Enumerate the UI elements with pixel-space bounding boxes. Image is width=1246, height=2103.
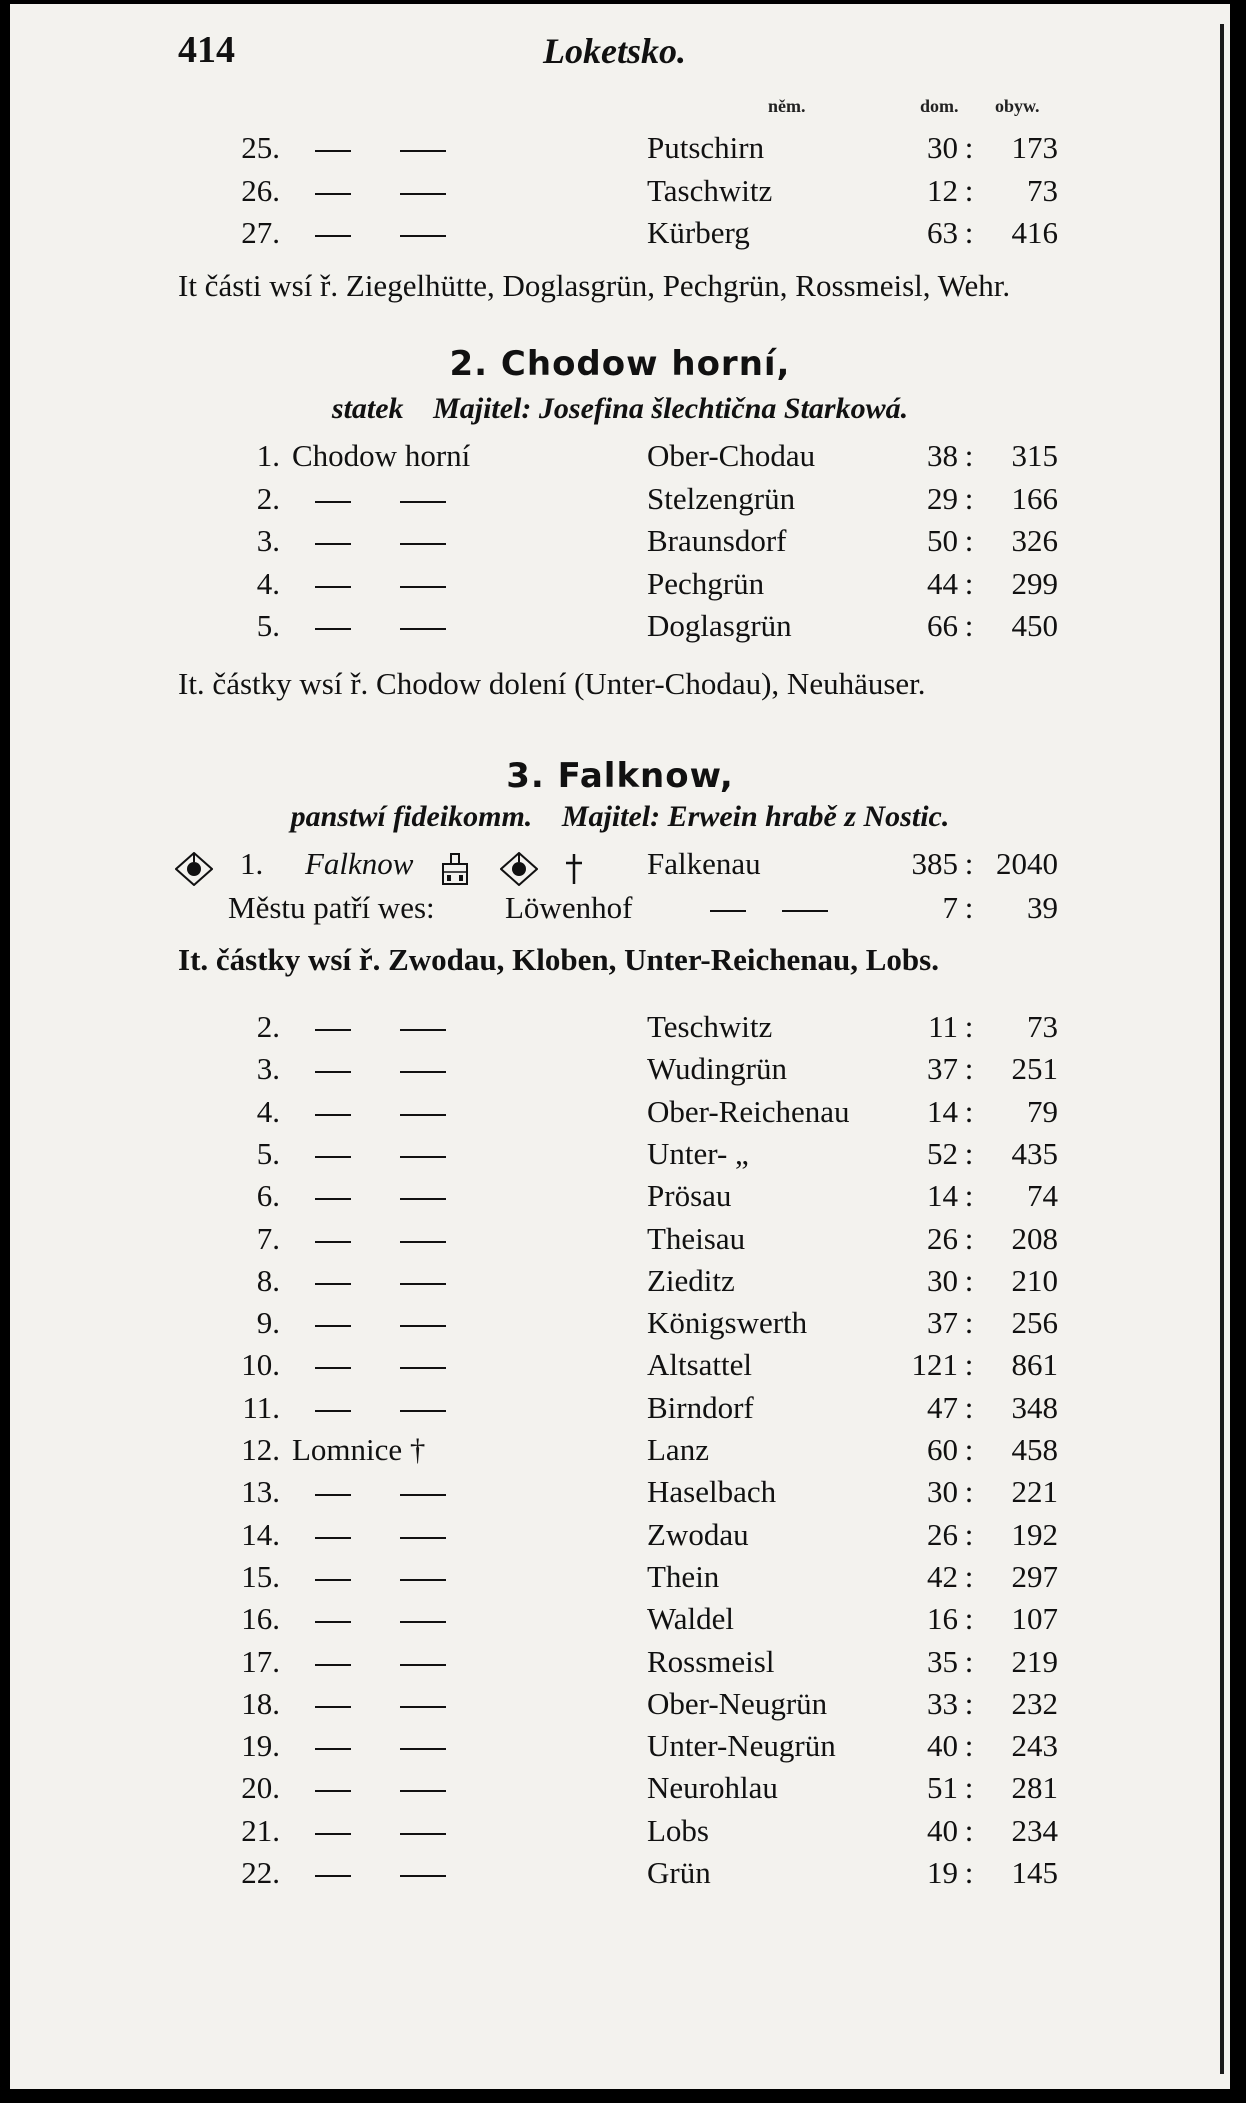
ditto-dash (400, 1537, 446, 1539)
house-count: 26 (927, 1220, 958, 1256)
separator: : (964, 1093, 974, 1129)
ditto-dash (400, 1029, 446, 1031)
ditto-dash (315, 501, 351, 503)
table-row (10, 481, 1230, 521)
ditto-dash (315, 1494, 351, 1496)
ditto-dash (315, 543, 351, 545)
ditto-dash (400, 1410, 446, 1412)
house-count: 66 (927, 608, 958, 643)
separator: : (964, 480, 974, 516)
ditto-dash (400, 1114, 446, 1116)
row-number: 5. (256, 608, 280, 643)
population-count: 281 (1011, 1770, 1058, 1806)
ditto-dash (400, 1325, 446, 1327)
ditto-dash (400, 1664, 446, 1666)
separator: : (964, 846, 974, 881)
population-count: 192 (1011, 1516, 1058, 1552)
house-count: 50 (927, 523, 958, 558)
german-name: Stelzengrün (647, 480, 796, 516)
population-count: 2040 (996, 846, 1058, 881)
separator: : (964, 1812, 974, 1848)
note-paragraph-1: It části wsí ř. Ziegelhütte, Doglasgrün, Pechgrün, Rossmeisl, Wehr. (178, 268, 1011, 303)
ditto-dash (400, 1283, 446, 1285)
house-count: 51 (927, 1770, 958, 1806)
row-number: 14. (241, 1516, 280, 1552)
ditto-dash (315, 1790, 351, 1792)
house-count: 121 (911, 1347, 958, 1383)
population-count: 348 (1011, 1389, 1058, 1425)
book-page (10, 4, 1230, 2089)
row-number: 22. (241, 1855, 280, 1890)
house-count: 14 (927, 1178, 958, 1214)
page-number: 414 (178, 29, 235, 71)
ditto-dash (315, 1621, 351, 1623)
czech-name: Chodow horní (292, 438, 471, 473)
ditto-dash (400, 150, 446, 152)
population-count: 234 (1011, 1812, 1058, 1848)
house-count: 42 (927, 1558, 958, 1594)
table-row (10, 1178, 1230, 1218)
separator: : (964, 608, 974, 643)
german-name: Rossmeisl (647, 1643, 775, 1679)
population-count: 73 (1027, 1009, 1058, 1044)
house-count: 7 (942, 890, 958, 925)
house-count: 40 (927, 1812, 958, 1848)
house-count: 37 (927, 1305, 958, 1341)
population-count: 243 (1011, 1728, 1058, 1764)
section-2-owner: Josefina šlechtična Starkowá. (538, 392, 909, 425)
separator: : (964, 1728, 974, 1764)
german-name: Thein (647, 1558, 720, 1594)
separator: : (964, 172, 974, 208)
table-row (10, 1221, 1230, 1261)
separator: : (964, 215, 974, 250)
row-number: 6. (256, 1178, 280, 1214)
population-count: 326 (1011, 523, 1058, 558)
population-count: 315 (1011, 438, 1058, 473)
row-number: 17. (241, 1643, 280, 1679)
german-name: Haselbach (647, 1474, 777, 1510)
population-count: 39 (1027, 890, 1058, 925)
row-number: 19. (241, 1728, 280, 1764)
row-number: 13. (241, 1474, 280, 1510)
german-name: Altsattel (647, 1347, 753, 1383)
house-count: 26 (927, 1516, 958, 1552)
section-3-title (10, 756, 1230, 796)
column-header-obyw: obyw. (995, 96, 1040, 116)
house-count: 19 (927, 1855, 958, 1890)
german-name: Theisau (647, 1220, 746, 1256)
population-count: 251 (1011, 1051, 1058, 1087)
row-number: 2. (256, 480, 280, 516)
separator: : (964, 890, 974, 925)
table-row (10, 1644, 1230, 1684)
table-row (10, 173, 1230, 213)
table-row (10, 1094, 1230, 1134)
ditto-dash (315, 628, 351, 630)
ditto-dash (400, 235, 446, 237)
town-village-name: Löwenhof (505, 890, 633, 925)
population-count: 210 (1011, 1262, 1058, 1298)
ditto-dash (315, 1198, 351, 1200)
ditto-dash (315, 1748, 351, 1750)
section-3-subtitle (10, 800, 1230, 834)
population-count: 107 (1011, 1601, 1058, 1637)
german-name: Braunsdorf (647, 523, 787, 558)
section-3-title-text: 3. Falknow, (506, 756, 734, 796)
row-number: 1. (240, 846, 264, 881)
row-number: 15. (241, 1558, 280, 1594)
row-number: 2. (256, 1009, 280, 1044)
church-symbol-icon (500, 848, 538, 886)
table-row (10, 130, 1230, 170)
ditto-dash (400, 1790, 446, 1792)
table-row-falknow (10, 846, 1230, 886)
table-row (10, 1009, 1230, 1049)
german-name: Zwodau (647, 1516, 749, 1552)
population-count: 416 (1011, 215, 1058, 250)
section-2-title-text: 2. Chodow horní, (449, 344, 791, 384)
row-number: 27. (241, 215, 280, 250)
row-number: 3. (256, 523, 280, 558)
separator: : (964, 1262, 974, 1298)
table-row (10, 1728, 1230, 1768)
table-row (10, 1686, 1230, 1726)
column-header-dom: dom. (920, 96, 959, 116)
table-row (10, 1770, 1230, 1810)
population-count: 173 (1011, 130, 1058, 165)
ditto-dash (315, 1833, 351, 1835)
population-count: 299 (1011, 565, 1058, 601)
table-row (10, 1390, 1230, 1430)
german-name: Zieditz (647, 1262, 735, 1298)
separator: : (964, 1220, 974, 1256)
table-row (10, 1263, 1230, 1303)
population-count: 256 (1011, 1305, 1058, 1341)
cross-symbol-icon (564, 848, 584, 886)
german-name: Falkenau (647, 846, 761, 881)
town-label: Městu patří wes: (228, 890, 435, 925)
house-count: 16 (927, 1601, 958, 1637)
german-name: Ober-Chodau (647, 438, 816, 473)
house-count: 385 (911, 846, 958, 881)
house-count: 44 (927, 565, 958, 601)
german-name: Königswerth (647, 1305, 808, 1341)
row-number: 10. (241, 1347, 280, 1383)
german-name: Ober-Neugrün (647, 1685, 828, 1721)
ditto-dash (400, 1621, 446, 1623)
table-row (10, 1136, 1230, 1176)
section-2-title (10, 344, 1230, 384)
house-count: 52 (927, 1135, 958, 1171)
ditto-dash (400, 1875, 446, 1877)
separator: : (964, 1432, 974, 1467)
population-count: 145 (1011, 1855, 1058, 1890)
german-name: Kürberg (647, 215, 750, 250)
population-count: 232 (1011, 1685, 1058, 1721)
house-count: 38 (927, 438, 958, 473)
german-name: Unter-Neugrün (647, 1728, 836, 1764)
ditto-dash (710, 910, 746, 912)
population-count: 166 (1011, 480, 1058, 516)
ditto-dash (400, 501, 446, 503)
separator: : (964, 438, 974, 473)
table-row (10, 1601, 1230, 1641)
german-name: Wudingrün (647, 1051, 787, 1087)
row-number: 16. (241, 1601, 280, 1637)
german-name: Unter- „ (647, 1135, 749, 1171)
separator: : (964, 523, 974, 558)
separator: : (964, 1516, 974, 1552)
ditto-dash (315, 1875, 351, 1877)
section-2-note: It. částky wsí ř. Chodow dolení (Unter-Chodau), Neuhäuser. (178, 666, 926, 701)
house-count: 29 (927, 480, 958, 516)
german-name: Lobs (647, 1812, 709, 1848)
separator: : (964, 1347, 974, 1383)
german-name: Prösau (647, 1178, 732, 1214)
ditto-dash (315, 586, 351, 588)
german-name: Birndorf (647, 1389, 754, 1425)
ditto-dash (315, 235, 351, 237)
section-2-kind: statek (331, 392, 404, 425)
ditto-dash (400, 1156, 446, 1158)
ditto-dash (400, 1198, 446, 1200)
house-count: 63 (927, 215, 958, 250)
ditto-dash (315, 1071, 351, 1073)
table-row (10, 1347, 1230, 1387)
table-row (10, 1474, 1230, 1514)
ditto-dash (782, 910, 828, 912)
german-name: Waldel (647, 1601, 735, 1637)
ditto-dash (315, 1241, 351, 1243)
table-row (10, 215, 1230, 255)
population-count: 208 (1011, 1220, 1058, 1256)
population-count: 435 (1011, 1135, 1058, 1171)
table-row (10, 1855, 1230, 1895)
table-row (10, 1051, 1230, 1091)
house-count: 37 (927, 1051, 958, 1087)
row-number: 4. (256, 565, 280, 601)
table-row (10, 1517, 1230, 1557)
house-count: 30 (927, 1474, 958, 1510)
row-number: 9. (256, 1305, 280, 1341)
population-count: 221 (1011, 1474, 1058, 1510)
ditto-dash (315, 193, 351, 195)
row-number: 1. (256, 438, 280, 473)
population-count: 861 (1011, 1347, 1058, 1383)
ditto-dash (315, 1367, 351, 1369)
ditto-dash (315, 150, 351, 152)
row-number: 5. (256, 1135, 280, 1171)
row-number: 25. (241, 130, 280, 165)
separator: : (964, 1178, 974, 1214)
german-name: Putschirn (647, 130, 765, 165)
row-number: 3. (256, 1051, 280, 1087)
separator: : (964, 1135, 974, 1171)
table-row (10, 608, 1230, 648)
german-name: Doglasgrün (647, 608, 792, 643)
castle-symbol-icon (440, 848, 470, 886)
ditto-dash (315, 1410, 351, 1412)
separator: : (964, 1855, 974, 1890)
ditto-dash (400, 1748, 446, 1750)
row-number: 4. (256, 1093, 280, 1129)
house-count: 12 (927, 172, 958, 208)
separator: : (964, 1051, 974, 1087)
row-number: 18. (241, 1685, 280, 1721)
row-number: 20. (241, 1770, 280, 1806)
ditto-dash (400, 1071, 446, 1073)
ditto-dash (315, 1325, 351, 1327)
separator: : (964, 1389, 974, 1425)
church-symbol-icon (175, 848, 213, 886)
house-count: 33 (927, 1685, 958, 1721)
ditto-dash (315, 1156, 351, 1158)
separator: : (964, 1558, 974, 1594)
population-count: 450 (1011, 608, 1058, 643)
table-row-town (10, 890, 1230, 930)
table-row (10, 438, 1230, 478)
german-name: Ober-Reichenau (647, 1093, 850, 1129)
table-row (10, 1305, 1230, 1345)
ditto-dash (400, 1706, 446, 1708)
population-count: 79 (1027, 1093, 1058, 1129)
separator: : (964, 1009, 974, 1044)
german-name: Neurohlau (647, 1770, 778, 1806)
row-number: 26. (241, 172, 280, 208)
row-number: 21. (241, 1812, 280, 1848)
house-count: 60 (927, 1432, 958, 1467)
population-count: 297 (1011, 1558, 1058, 1594)
ditto-dash (315, 1283, 351, 1285)
house-count: 14 (927, 1093, 958, 1129)
german-name: Lanz (647, 1432, 709, 1467)
ditto-dash (315, 1029, 351, 1031)
house-count: 47 (927, 1389, 958, 1425)
ditto-dash (400, 1833, 446, 1835)
section-3-note: It. částky wsí ř. Zwodau, Kloben, Unter-Reichenau, Lobs. (178, 942, 939, 977)
ditto-dash (400, 1241, 446, 1243)
ditto-dash (400, 628, 446, 630)
row-number: 8. (256, 1262, 280, 1298)
ditto-dash (315, 1706, 351, 1708)
population-count: 73 (1027, 172, 1058, 208)
row-number: 12. (241, 1432, 280, 1467)
ditto-dash (315, 1537, 351, 1539)
ditto-dash (315, 1114, 351, 1116)
ditto-dash (400, 543, 446, 545)
separator: : (964, 1643, 974, 1679)
section-2-owner-label: Majitel: (433, 392, 532, 425)
table-row (10, 523, 1230, 563)
table-row (10, 1559, 1230, 1599)
ditto-dash (315, 1664, 351, 1666)
separator: : (964, 1770, 974, 1806)
separator: : (964, 1601, 974, 1637)
table-row (10, 566, 1230, 606)
house-count: 40 (927, 1728, 958, 1764)
house-count: 30 (927, 1262, 958, 1298)
running-title: Loketsko. (543, 31, 686, 71)
population-count: 219 (1011, 1643, 1058, 1679)
separator: : (964, 1474, 974, 1510)
ditto-dash (400, 586, 446, 588)
population-count: 74 (1027, 1178, 1058, 1214)
table-row (10, 1813, 1230, 1853)
separator: : (964, 1685, 974, 1721)
section-3-kind: panstwí fideikomm. (290, 800, 533, 833)
table-row (10, 1432, 1230, 1472)
ditto-dash (315, 1579, 351, 1581)
ditto-dash (400, 193, 446, 195)
house-count: 35 (927, 1643, 958, 1679)
row-number: 7. (256, 1220, 280, 1256)
czech-name: Lomnice † (292, 1432, 426, 1467)
separator: : (964, 565, 974, 601)
column-header-nem: něm. (768, 96, 806, 116)
ditto-dash (400, 1579, 446, 1581)
population-count: 458 (1011, 1432, 1058, 1467)
german-name: Pechgrün (647, 565, 765, 601)
house-count: 11 (928, 1009, 958, 1044)
separator: : (964, 130, 974, 165)
page-header (178, 28, 1078, 88)
row-number: 11. (242, 1389, 280, 1425)
ditto-dash (400, 1494, 446, 1496)
german-name: Grün (647, 1855, 711, 1890)
house-count: 30 (927, 130, 958, 165)
section-3-owner-label: Majitel: (561, 800, 661, 833)
section-3-owner: Erwein hrabě z Nostic. (667, 800, 950, 833)
german-name: Teschwitz (647, 1009, 773, 1044)
german-name: Taschwitz (647, 172, 773, 208)
ditto-dash (400, 1367, 446, 1369)
czech-name: Falknow (305, 846, 414, 881)
separator: : (964, 1305, 974, 1341)
section-2-subtitle (10, 392, 1230, 426)
